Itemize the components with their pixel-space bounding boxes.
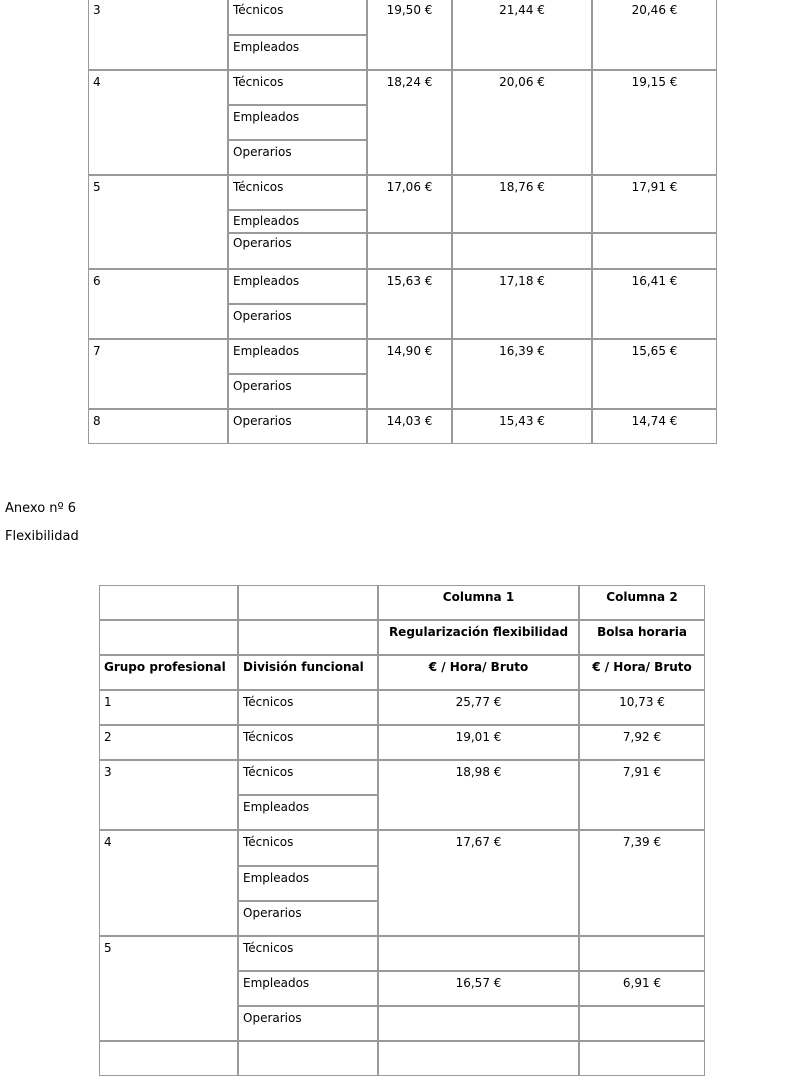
- table-row: [88, 409, 717, 444]
- grupo-cell: 3: [99, 760, 238, 830]
- table-row: [88, 175, 717, 210]
- value-cell: 20,06 €: [452, 70, 592, 175]
- unit-header: € / Hora/ Bruto: [378, 655, 579, 690]
- value-cell: 7,92 €: [579, 725, 705, 760]
- value-cell: 25,77 €: [378, 690, 579, 725]
- division-cell: Empleados: [228, 210, 367, 233]
- grupo-cell: 1: [99, 690, 238, 725]
- column-2-header: Columna 2: [579, 585, 705, 620]
- division-cell: Técnicos: [238, 690, 378, 725]
- header-row: [99, 585, 705, 620]
- division-header: División funcional: [238, 655, 378, 690]
- value-cell: 14,90 €: [367, 339, 452, 409]
- grupo-header: Grupo profesional: [99, 655, 238, 690]
- table-row: [99, 1041, 705, 1076]
- table-row: [88, 339, 717, 374]
- empty-cell: [452, 233, 592, 269]
- grupo-cell: 5: [99, 936, 238, 1041]
- value-cell: 19,01 €: [378, 725, 579, 760]
- value-cell: 17,91 €: [592, 175, 717, 233]
- division-cell: Empleados: [238, 971, 378, 1006]
- value-cell: 16,57 €: [378, 971, 579, 1006]
- column-1-header: Columna 1: [378, 585, 579, 620]
- division-cell: Operarios: [228, 140, 367, 175]
- division-cell: Técnicos: [238, 760, 378, 795]
- value-cell: 21,44 €: [452, 0, 592, 70]
- empty-cell: [579, 1006, 705, 1041]
- value-cell: 17,67 €: [378, 830, 579, 936]
- table-row: [99, 690, 705, 725]
- grupo-cell: 8: [88, 409, 228, 444]
- grupo-cell: 7: [88, 339, 228, 409]
- division-cell: Empleados: [228, 269, 367, 304]
- value-cell: 18,24 €: [367, 70, 452, 175]
- column-2-subheader: Bolsa horaria: [579, 620, 705, 655]
- table-row: [99, 725, 705, 760]
- value-cell: 6,91 €: [579, 971, 705, 1006]
- empty-cell: [579, 1041, 705, 1076]
- division-cell: Empleados: [238, 795, 378, 830]
- table-row: [88, 269, 717, 304]
- division-cell: Empleados: [228, 35, 367, 70]
- value-cell: 19,15 €: [592, 70, 717, 175]
- table-row: [88, 70, 717, 105]
- value-cell: 18,98 €: [378, 760, 579, 830]
- table-row: [88, 0, 717, 35]
- division-cell: Técnicos: [238, 936, 378, 971]
- empty-cell: [378, 1006, 579, 1041]
- value-cell: 16,41 €: [592, 269, 717, 339]
- header-row: [99, 620, 705, 655]
- empty-cell: [579, 936, 705, 971]
- empty-cell: [238, 1041, 378, 1076]
- unit-header: € / Hora/ Bruto: [579, 655, 705, 690]
- empty-cell: [592, 233, 717, 269]
- value-cell: 7,39 €: [579, 830, 705, 936]
- division-cell: Operarios: [238, 901, 378, 936]
- grupo-cell: 5: [88, 175, 228, 269]
- division-cell: Empleados: [228, 339, 367, 374]
- annex-title: Anexo nº 6: [5, 501, 77, 516]
- value-cell: 10,73 €: [579, 690, 705, 725]
- empty-cell: [378, 1041, 579, 1076]
- value-cell: 7,91 €: [579, 760, 705, 830]
- value-cell: 15,63 €: [367, 269, 452, 339]
- grupo-cell: 4: [99, 830, 238, 936]
- division-cell: Técnicos: [238, 725, 378, 760]
- value-cell: 17,06 €: [367, 175, 452, 233]
- grupo-cell: 2: [99, 725, 238, 760]
- division-cell: Operarios: [238, 1006, 378, 1041]
- table-row: [99, 760, 705, 795]
- division-cell: Operarios: [228, 304, 367, 339]
- empty-cell: [238, 585, 378, 620]
- value-cell: 14,74 €: [592, 409, 717, 444]
- grupo-cell: 3: [88, 0, 228, 70]
- division-cell: Técnicos: [228, 0, 367, 35]
- grupo-cell: 6: [88, 269, 228, 339]
- value-cell: 14,03 €: [367, 409, 452, 444]
- column-1-subheader: Regularización flexibilidad: [378, 620, 579, 655]
- value-cell: 15,65 €: [592, 339, 717, 409]
- value-cell: 17,18 €: [452, 269, 592, 339]
- division-cell: Operarios: [228, 409, 367, 444]
- empty-cell: [99, 1041, 238, 1076]
- header-row: [99, 655, 705, 690]
- empty-cell: [99, 620, 238, 655]
- value-cell: 15,43 €: [452, 409, 592, 444]
- division-cell: Técnicos: [238, 830, 378, 866]
- value-cell: 20,46 €: [592, 0, 717, 70]
- table-row: [99, 830, 705, 866]
- value-cell: 18,76 €: [452, 175, 592, 233]
- annex-subtitle: Flexibilidad: [5, 529, 79, 544]
- empty-cell: [367, 233, 452, 269]
- value-cell: 16,39 €: [452, 339, 592, 409]
- division-cell: Empleados: [238, 866, 378, 901]
- value-cell: 19,50 €: [367, 0, 452, 70]
- division-cell: Técnicos: [228, 175, 367, 210]
- division-cell: Técnicos: [228, 70, 367, 105]
- grupo-cell: 4: [88, 70, 228, 175]
- division-cell: Operarios: [228, 374, 367, 409]
- division-cell: Empleados: [228, 105, 367, 140]
- empty-cell: [238, 620, 378, 655]
- empty-cell: [378, 936, 579, 971]
- flexibility-table: [99, 585, 705, 1076]
- division-cell: Operarios: [228, 233, 367, 269]
- empty-cell: [99, 585, 238, 620]
- salary-table: [88, 0, 717, 444]
- table-row: [99, 936, 705, 971]
